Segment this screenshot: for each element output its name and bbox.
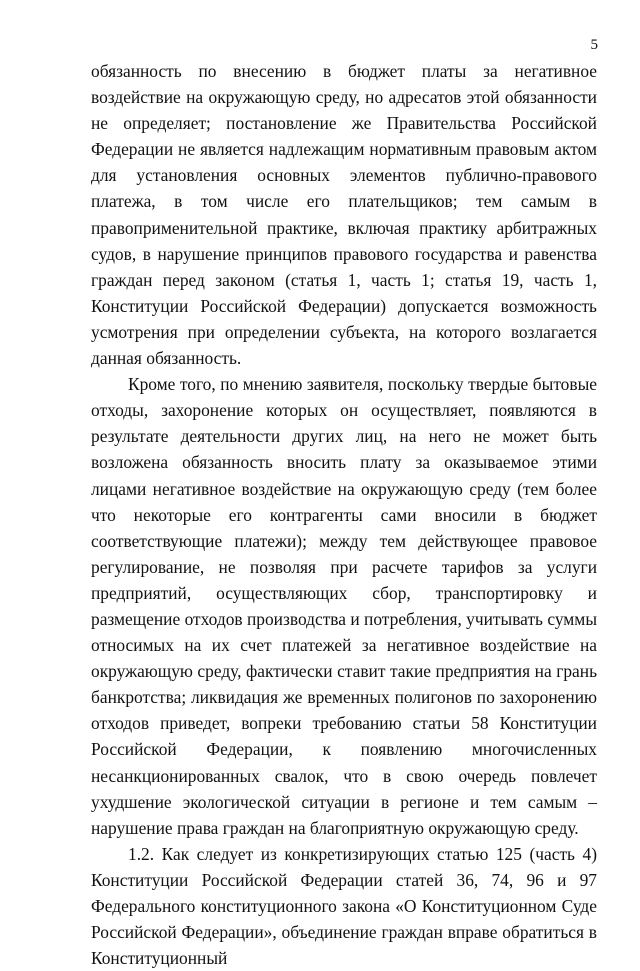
paragraph-applicant-argument: Кроме того, по мнению заявителя, поскольку твердые бытовые отходы, захоронение которых он осуществляет, появляются в результате деятельности других лиц, на него не может быть возложена обязанность вносить плату за оказываемое этими лицами негативное воздействие на окружающую среду (тем более что некоторые его контрагенты сами вносили в бюджет соответствующие платежи); между тем действующее правовое регулирование, не позволяя при расчете тарифов за услуги предприятий, осуществляющих сбор, транспортировку и размещение отходов производства и потребления, учитывать суммы относимых на их счет платежей за негативное воздействие на окружающую среду, фактически ставит такие предприятия на грань банкротства; ликвидация же временных полигонов по захоронению отходов приведет, вопреки требованию статьи 58 Конституции Российской Федерации, к появлению многочисленных несанкционированных свалок, что в свою очередь повлечет ухудшение экологической ситуации в регионе и тем самым – нарушение права граждан на благоприятную окружающую среду. [91, 374, 597, 838]
paragraph-section-1-2: 1.2. Как следует из конкретизирующих статью 125 (часть 4) Конституции Российской Федерации статей 36, 74, 96 и 97 Федерального конституционного закона «О Конституционном Суде Российской Федерации», объединение граждан вправе обратиться в Конституционный [91, 843, 597, 969]
document-body [91, 58, 597, 971]
paragraph-continuation: обязанность по внесению в бюджет платы за негативное воздействие на окружающую среду, но адресатов этой обязанности не определяет; постановление же Правительства Российской Федерации не является надлежащим нормативным правовым актом для установления основных элементов публично-правового платежа, в том числе его плательщиков; тем самым в правоприменительной практике, включая практику арбитражных судов, в нарушение принципов правового государства и равенства граждан перед законом (статья 1, часть 1; статья 19, часть 1, Конституции Российской Федерации) допускается возможность усмотрения при определении субъекта, на которого возлагается данная обязанность. [91, 61, 597, 369]
page-number: 5 [590, 37, 598, 53]
